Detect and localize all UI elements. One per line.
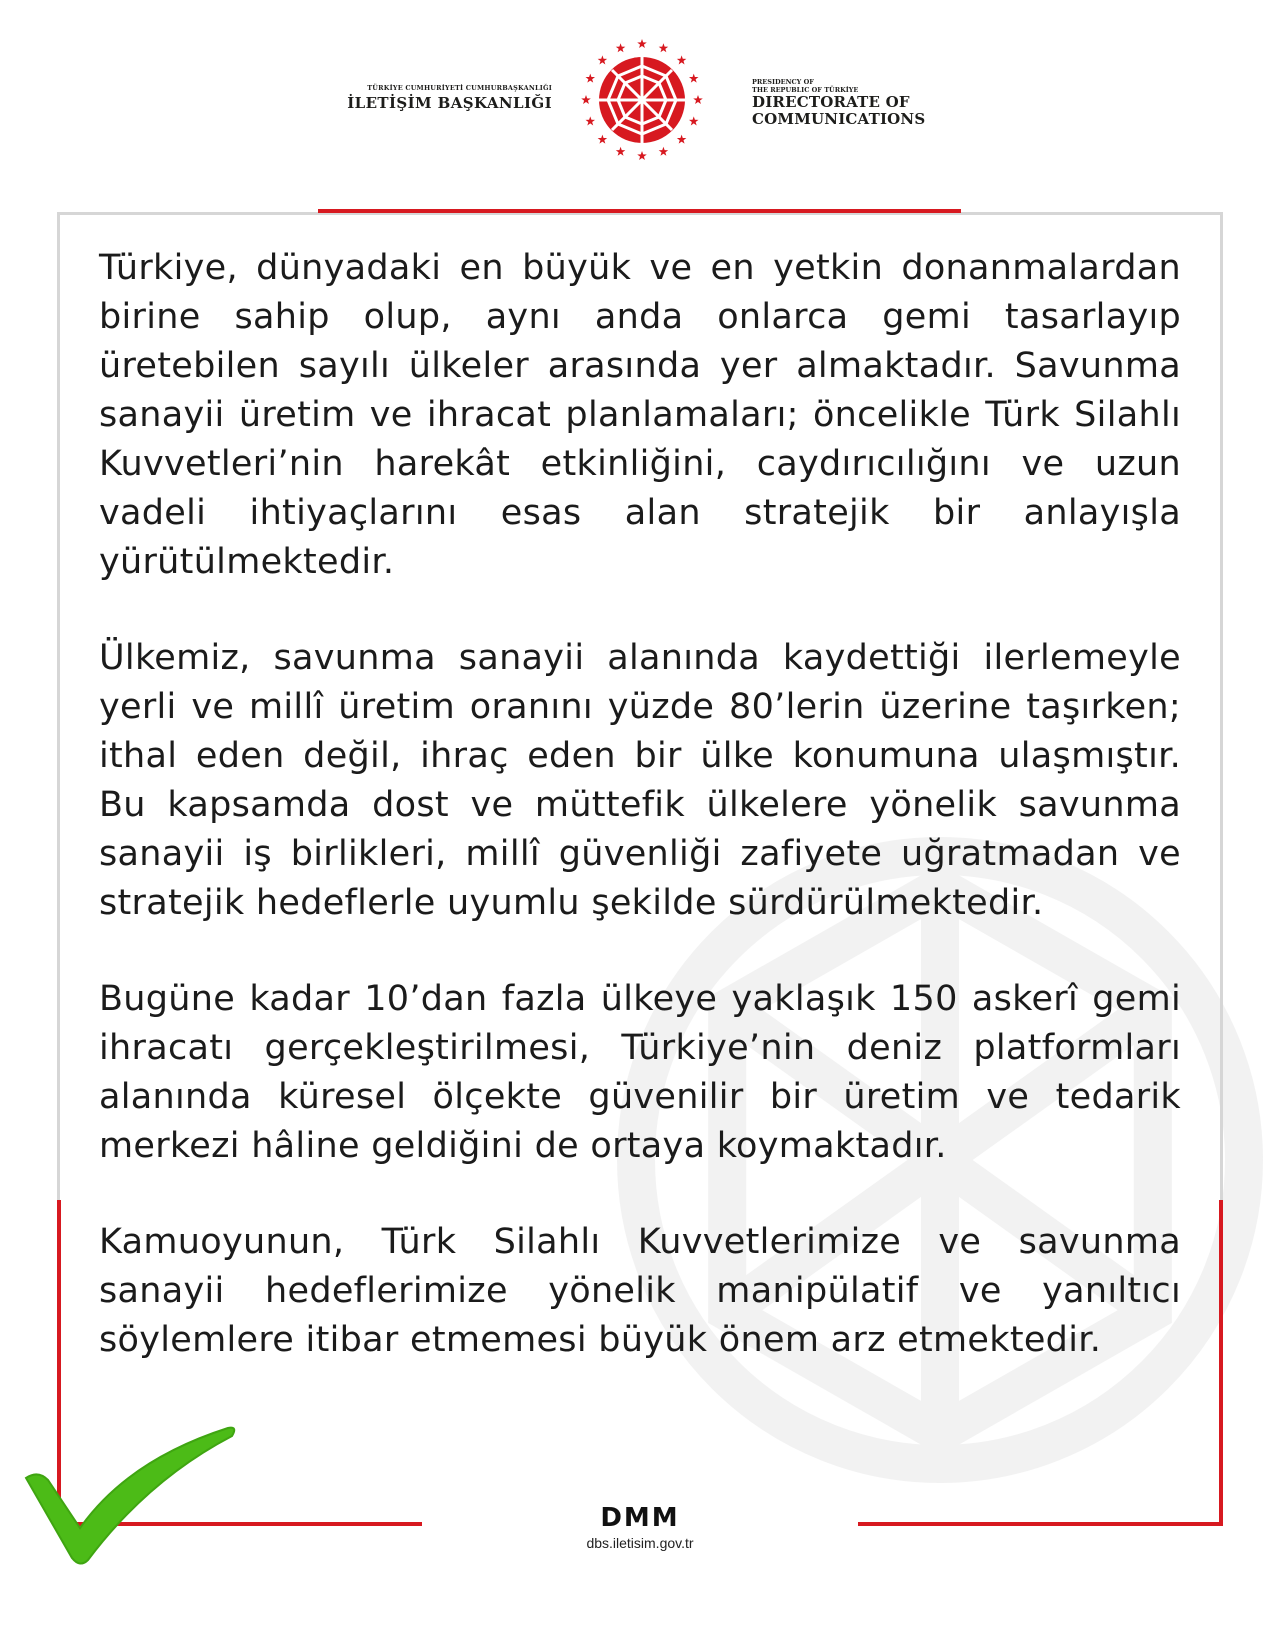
org-tr-subtitle: TÜRKİYE CUMHURİYETİ CUMHURBAŞKANLIĞI [367,84,552,92]
frame-bottom-right-red [858,1522,1223,1526]
frame-left-gray [57,212,60,1200]
org-en-subtitle-1: PRESIDENCY OF [752,78,814,86]
frame-right-red [1219,1200,1223,1526]
footer-url[interactable]: dbs.iletisim.gov.tr [586,1535,694,1551]
seal-star [598,135,608,144]
seal-star [693,95,703,104]
seal-star [689,74,699,83]
seal-star [586,116,596,125]
statement-body [99,244,1181,1412]
org-en-subtitle-2: THE REPUBLIC OF TÜRKİYE [752,86,859,94]
paragraph-3: Bugüne kadar 10’dan fazla ülkeye yaklaşık 150 askerî gemi ihracatı gerçekleştirilmesi, Türkiye’nin deniz platformları alanında küresel ölçekte güvenilir bir üretim ve tedarik merkezi hâline geldiğini de ortaya koymaktadır. [99,979,1181,1166]
checkmark-icon [18,1420,248,1570]
seal-star [616,43,626,52]
org-name-english [752,78,925,128]
seal-star [659,147,669,156]
footer-logo [570,1505,710,1551]
frame-top-red [318,209,961,213]
seal-star [677,135,687,144]
seal-star [689,116,699,125]
dmm-logo: DMM [600,1503,680,1533]
seal-star [616,147,626,156]
seal-star [659,43,669,52]
org-en-title-1: DIRECTORATE OF [752,93,910,111]
seal-star [581,95,591,104]
paragraph-2: Ülkemiz, savunma sanayii alanında kaydettiği ilerlemeyle yerli ve millî üretim oranını yüzde 80’lerin üzerine taşırken; ithal eden değil, ihraç eden bir ülke konumuna ulaşmıştır. Bu kapsamda dost ve müttefik ülkelere yönelik savunma sanayii iş birlikleri, millî güvenliği zafiyete uğratmadan ve stratejik hedeflerle uyumlu şekilde sürdürülmektedir. [99,638,1181,923]
header [0,0,1280,200]
org-name-turkish [347,84,552,112]
paragraph-1: Türkiye, dünyadaki en büyük ve en yetkin donanmalardan birine sahip olup, aynı anda onlarca gemi tasarlayıp üretebilen sayılı ülkeler arasında yer almaktadır. Savunma sanayii üretim ve ihracat planlamaları; öncelikle Türk Silahlı Kuvvetleri’nin harekât etkinliğini, caydırıcılığını ve uzun vadeli ihtiyaçlarını esas alan stratejik bir anlayışla yürütülmektedir. [99,248,1181,582]
paragraph-4: Kamuoyunun, Türk Silahlı Kuvvetlerimize ve savunma sanayii hedeflerimize yönelik manipülatif ve yanıltıcı söylemlere itibar etmemesi büyük önem arz etmektedir. [99,1222,1181,1360]
org-tr-title: İLETİŞİM BAŞKANLIĞI [347,94,552,112]
seal-star [637,39,647,48]
seal-star [586,74,596,83]
seal-star [677,55,687,64]
frame-right-gray [1220,212,1223,1200]
seal-star [598,55,608,64]
seal-star [637,151,647,160]
org-en-title-2: COMMUNICATIONS [752,110,926,128]
state-seal-icon [578,36,706,164]
